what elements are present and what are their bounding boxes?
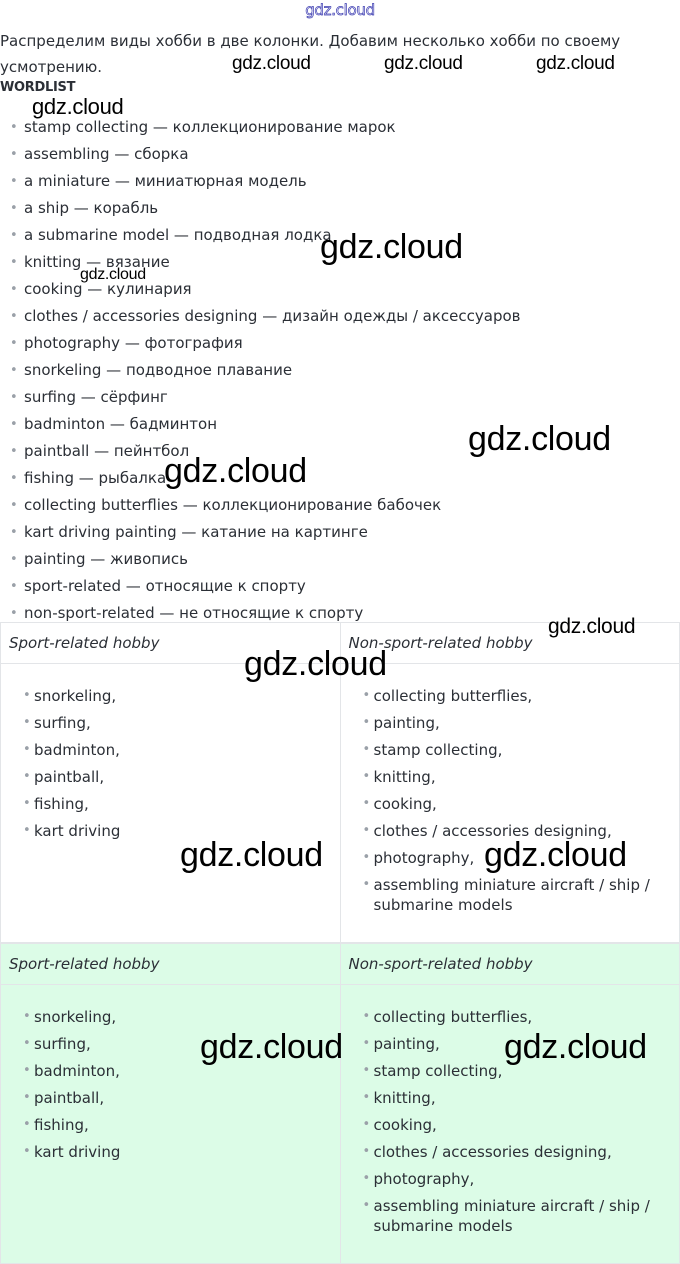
- bullet-icon: •: [362, 1117, 371, 1132]
- wordlist-item: • photography — фотография: [10, 330, 521, 357]
- list-item: • knitting,: [362, 768, 436, 786]
- hobby-table-highlighted: [0, 943, 680, 1264]
- bullet-icon: •: [23, 769, 31, 784]
- bullet-icon: •: [10, 282, 18, 297]
- watermark: gdz.cloud: [32, 94, 124, 119]
- bullet-icon: •: [362, 796, 371, 811]
- sport-hobby-cell: [1, 664, 341, 943]
- wordlist: [10, 114, 521, 627]
- bullet-icon: •: [10, 390, 18, 405]
- wordlist-item: • a submarine model — подводная лодка: [10, 222, 521, 249]
- list-item: • knitting,: [362, 1089, 436, 1107]
- bullet-icon: •: [23, 1117, 31, 1132]
- bullet-icon: •: [10, 147, 18, 162]
- bullet-icon: •: [23, 1009, 31, 1024]
- wordlist-item: • painting — живопись: [10, 546, 521, 573]
- bullet-icon: •: [362, 1009, 371, 1024]
- bullet-icon: •: [362, 715, 371, 730]
- bullet-icon: •: [362, 1090, 371, 1105]
- bullet-icon: •: [362, 1171, 371, 1186]
- list-item: • collecting butterflies,: [362, 1008, 533, 1026]
- list-item: • badminton,: [23, 741, 120, 759]
- non-sport-hobby-cell: [340, 664, 680, 943]
- wordlist-item: • assembling — сборка: [10, 141, 521, 168]
- non-sport-hobby-cell: [340, 985, 680, 1264]
- wordlist-item: • non-sport-related — не относящие к спорту: [10, 600, 521, 627]
- watermark: gdz.cloud: [548, 615, 636, 638]
- bullet-icon: •: [10, 471, 18, 486]
- bullet-icon: •: [362, 1063, 371, 1078]
- list-item: • surfing,: [23, 714, 91, 732]
- bullet-icon: •: [23, 823, 31, 838]
- non-sport-hobby-list: [341, 985, 680, 1236]
- watermark: gdz.cloud: [232, 53, 311, 74]
- list-item: • paintball,: [23, 1089, 105, 1107]
- list-item: • assembling miniature aircraft / ship / submarine models: [362, 1197, 650, 1235]
- bullet-icon: •: [23, 1036, 31, 1051]
- bullet-icon: •: [10, 228, 18, 243]
- sport-hobby-cell: [1, 985, 341, 1264]
- watermark: gdz.cloud: [484, 836, 627, 874]
- list-item: • photography,: [362, 849, 475, 867]
- wordlist-item: • paintball — пейнтбол: [10, 438, 521, 465]
- list-item: • clothes / accessories designing,: [362, 1143, 612, 1161]
- list-item: • snorkeling,: [23, 687, 117, 705]
- list-item: • kart driving: [23, 1143, 121, 1161]
- bullet-icon: •: [362, 850, 371, 865]
- bullet-icon: •: [23, 796, 31, 811]
- bullet-icon: •: [23, 1063, 31, 1078]
- wordlist-item: • collecting butterflies — коллекционирование бабочек: [10, 492, 521, 519]
- list-item: • clothes / accessories designing,: [362, 822, 612, 840]
- watermark: gdz.cloud: [164, 452, 307, 490]
- task-intro: Распределим виды хобби в две колонки. Добавим несколько хобби по своему усмотрению.: [0, 32, 621, 76]
- bullet-icon: •: [10, 201, 18, 216]
- watermark: gdz.cloud: [180, 836, 323, 874]
- wordlist-item: • clothes / accessories designing — дизайн одежды / аксессуаров: [10, 303, 521, 330]
- column-header-non-sport: Non-sport-related hobby: [340, 623, 680, 664]
- watermark: gdz.cloud: [468, 420, 611, 458]
- watermark: gdz.cloud: [200, 1028, 343, 1066]
- bullet-icon: •: [362, 688, 371, 703]
- list-item: • collecting butterflies,: [362, 687, 533, 705]
- bullet-icon: •: [10, 606, 18, 621]
- list-item: • kart driving: [23, 822, 121, 840]
- non-sport-hobby-list: [341, 664, 680, 915]
- bullet-icon: •: [362, 823, 371, 838]
- wordlist-title: WORDLIST: [0, 80, 76, 95]
- bullet-icon: •: [362, 1036, 371, 1051]
- bullet-icon: •: [23, 1144, 31, 1159]
- bullet-icon: •: [23, 688, 31, 703]
- bullet-icon: •: [362, 1198, 371, 1213]
- wordlist-item: • sport-related — относящие к спорту: [10, 573, 521, 600]
- sport-hobby-list: [1, 985, 340, 1162]
- watermark: gdz.cloud: [384, 53, 463, 74]
- wordlist-item: • knitting — вязание: [10, 249, 521, 276]
- bullet-icon: •: [10, 579, 18, 594]
- bullet-icon: •: [10, 336, 18, 351]
- bullet-icon: •: [10, 309, 18, 324]
- list-item: • surfing,: [23, 1035, 91, 1053]
- list-item: • painting,: [362, 714, 440, 732]
- watermark: gdz.cloud: [536, 53, 615, 74]
- list-item: • cooking,: [362, 1116, 437, 1134]
- watermark: gdz.cloud: [504, 1028, 647, 1066]
- bullet-icon: •: [362, 769, 371, 784]
- list-item: • stamp collecting,: [362, 741, 503, 759]
- wordlist-item: • a ship — корабль: [10, 195, 521, 222]
- bullet-icon: •: [10, 363, 18, 378]
- list-item: • photography,: [362, 1170, 475, 1188]
- list-item: • assembling miniature aircraft / ship / submarine models: [362, 876, 650, 914]
- bullet-icon: •: [10, 120, 18, 135]
- bullet-icon: •: [10, 174, 18, 189]
- wordlist-item: • cooking — кулинария: [10, 276, 521, 303]
- list-item: • fishing,: [23, 1116, 89, 1134]
- wordlist-item: • surfing — сёрфинг: [10, 384, 521, 411]
- watermark: gdz.cloud: [320, 228, 463, 266]
- list-item: • snorkeling,: [23, 1008, 117, 1026]
- list-item: • badminton,: [23, 1062, 120, 1080]
- bullet-icon: •: [10, 417, 18, 432]
- bullet-icon: •: [10, 498, 18, 513]
- bullet-icon: •: [23, 715, 31, 730]
- sport-hobby-list: [1, 664, 340, 841]
- bullet-icon: •: [23, 1090, 31, 1105]
- wordlist-item: • snorkeling — подводное плавание: [10, 357, 521, 384]
- bullet-icon: •: [362, 1144, 371, 1159]
- site-logo: gdz.cloud: [305, 1, 375, 19]
- column-header-sport: Sport-related hobby: [1, 944, 341, 985]
- list-item: • painting,: [362, 1035, 440, 1053]
- wordlist-item: • badminton — бадминтон: [10, 411, 521, 438]
- list-item: • fishing,: [23, 795, 89, 813]
- bullet-icon: •: [362, 742, 371, 757]
- wordlist-item: • a miniature — миниатюрная модель: [10, 168, 521, 195]
- wordlist-item: • kart driving painting — катание на картинге: [10, 519, 521, 546]
- bullet-icon: •: [362, 877, 371, 892]
- bullet-icon: •: [10, 444, 18, 459]
- list-item: • stamp collecting,: [362, 1062, 503, 1080]
- bullet-icon: •: [10, 525, 18, 540]
- bullet-icon: •: [23, 742, 31, 757]
- list-item: • paintball,: [23, 768, 105, 786]
- wordlist-item: • stamp collecting — коллекционирование марок: [10, 114, 521, 141]
- watermark: gdz.cloud: [244, 645, 387, 683]
- watermark: gdz.cloud: [80, 266, 146, 283]
- wordlist-item: • fishing — рыбалка: [10, 465, 521, 492]
- column-header-sport: Sport-related hobby: [1, 623, 341, 664]
- column-header-non-sport: Non-sport-related hobby: [340, 944, 680, 985]
- list-item: • cooking,: [362, 795, 437, 813]
- bullet-icon: •: [10, 255, 18, 270]
- bullet-icon: •: [10, 552, 18, 567]
